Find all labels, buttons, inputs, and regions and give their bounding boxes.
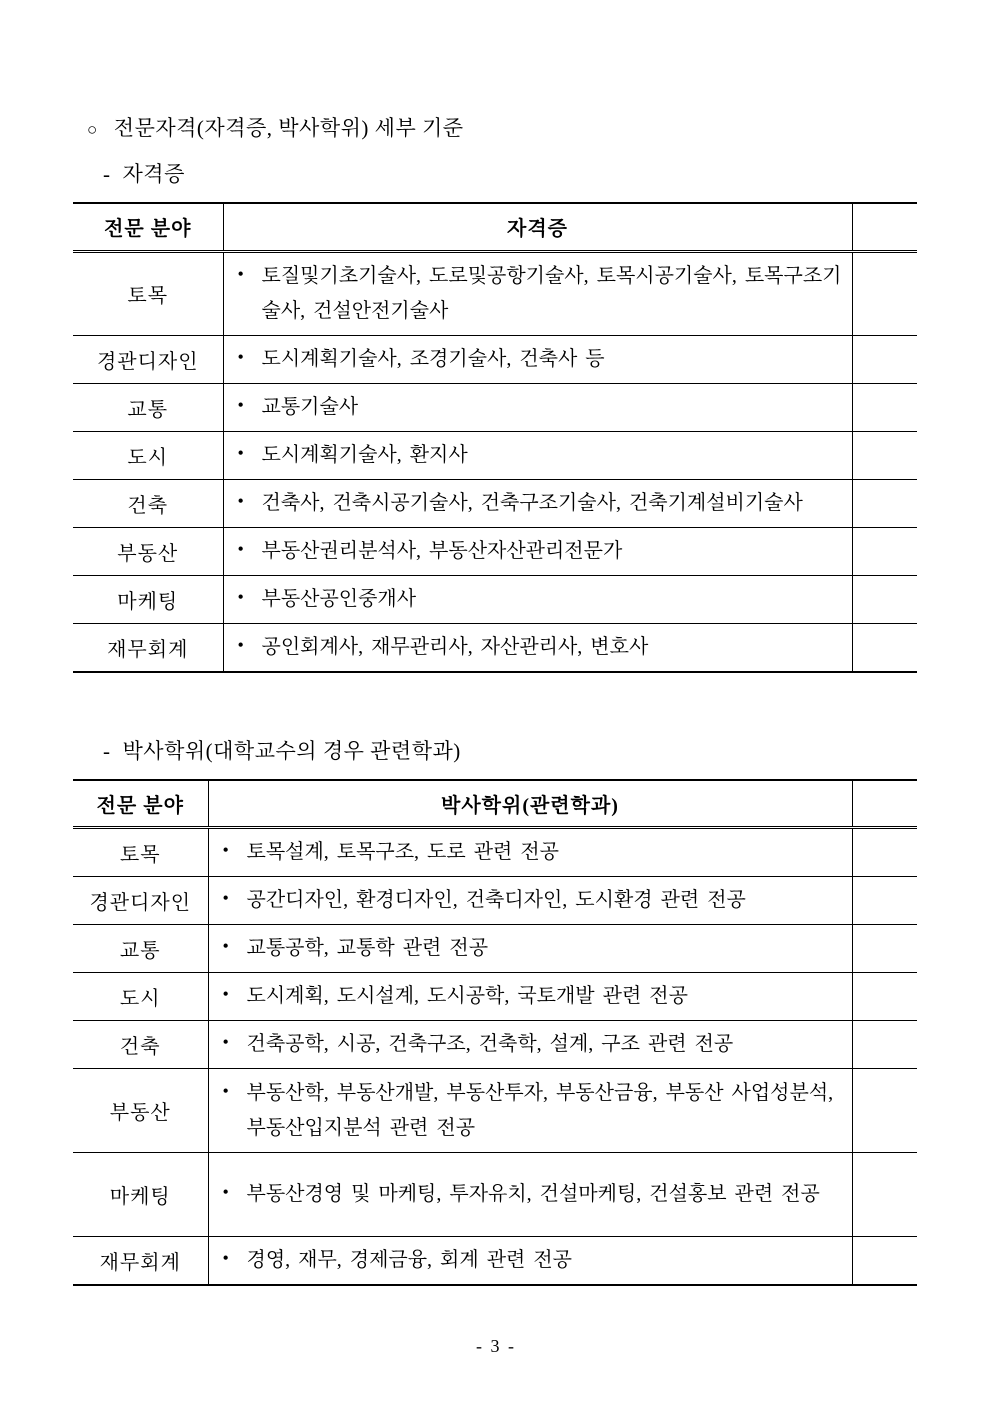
bullet-icon: • (237, 586, 244, 607)
empty-cell (852, 877, 917, 925)
field-label: 재무회계 (73, 623, 223, 672)
column-header-certificate: 자격증 (223, 203, 852, 251)
phd-table (73, 779, 917, 1287)
table-row (73, 431, 917, 479)
field-label: 건축 (73, 479, 223, 527)
table-row (73, 828, 917, 877)
certificate-list-cell (223, 623, 852, 672)
table-row (73, 335, 917, 383)
field-label: 경관디자인 (73, 335, 223, 383)
bullet-icon: • (237, 263, 244, 284)
certificate-list-cell (223, 251, 852, 335)
major-list-cell (208, 973, 852, 1021)
certificate-list: 공인회계사, 재무관리사, 자산관리사, 변호사 (261, 635, 649, 658)
table-row (73, 575, 917, 623)
empty-cell (852, 925, 917, 973)
empty-cell (852, 1021, 917, 1069)
bullet-icon: • (237, 346, 244, 367)
major-list: 도시계획, 도시설계, 도시공학, 국토개발 관련 전공 (246, 985, 688, 1007)
major-list: 공간디자인, 환경디자인, 건축디자인, 도시환경 관련 전공 (246, 889, 746, 911)
certificate-list-cell (223, 335, 852, 383)
bullet-icon: • (222, 984, 229, 1004)
certificate-list: 토질및기초기술사, 도로및공항기술사, 토목시공기술사, 토목구조기술사, 건설안전기술사 (261, 264, 842, 322)
subsection-title: 박사학위(대학교수의 경우 관련학과) (122, 738, 461, 763)
major-list: 부동산학, 부동산개발, 부동산투자, 부동산금융, 부동산 사업성분석, 부동산입지분석 관련 전공 (246, 1081, 834, 1139)
certificate-list: 도시계획기술사, 조경기술사, 건축사 등 (261, 347, 605, 370)
field-label: 부동산 (73, 1069, 208, 1153)
bullet-icon: • (237, 394, 244, 415)
certificate-list: 도시계획기술사, 환지사 (261, 443, 468, 466)
field-label: 건축 (73, 1021, 208, 1069)
empty-cell (852, 527, 917, 575)
table-row (73, 383, 917, 431)
column-header-field: 전문 분야 (73, 203, 223, 251)
page-number: - 3 - (476, 1336, 516, 1356)
table-row (73, 877, 917, 925)
field-label: 부동산 (73, 527, 223, 575)
certificate-list: 교통기술사 (261, 395, 359, 418)
bullet-icon: • (222, 1032, 229, 1052)
table-row (73, 251, 917, 335)
major-list: 경영, 재무, 경제금융, 회계 관련 전공 (246, 1249, 572, 1271)
certificates-table (73, 202, 917, 673)
empty-cell (852, 623, 917, 672)
table-row (73, 1021, 917, 1069)
empty-cell (852, 828, 917, 877)
empty-cell (852, 973, 917, 1021)
column-header-empty (852, 203, 917, 251)
field-label: 토목 (73, 251, 223, 335)
bullet-icon: • (237, 538, 244, 559)
certificate-list: 건축사, 건축시공기술사, 건축구조기술사, 건축기계설비기술사 (261, 491, 803, 514)
table-row (73, 973, 917, 1021)
field-label: 재무회계 (73, 1237, 208, 1286)
table-header-row (73, 203, 917, 251)
field-label: 경관디자인 (73, 877, 208, 925)
empty-cell (852, 1237, 917, 1286)
bullet-icon: • (222, 840, 229, 860)
major-list-cell (208, 1153, 852, 1237)
section-title: 전문자격(자격증, 박사학위) 세부 기준 (113, 116, 464, 140)
table-row (73, 623, 917, 672)
major-list-cell (208, 828, 852, 877)
table-row (73, 1237, 917, 1286)
certificate-list-cell (223, 479, 852, 527)
certificate-list: 부동산권리분석사, 부동산자산관리전문가 (261, 539, 623, 562)
table-row (73, 925, 917, 973)
major-list: 교통공학, 교통학 관련 전공 (246, 937, 489, 959)
column-header-empty (852, 780, 917, 828)
empty-cell (852, 1069, 917, 1153)
major-list-cell (208, 1069, 852, 1153)
empty-cell (852, 383, 917, 431)
section-heading (87, 112, 917, 142)
field-label: 토목 (73, 828, 208, 877)
field-label: 교통 (73, 383, 223, 431)
column-header-field: 전문 분야 (73, 780, 208, 828)
major-list-cell (208, 1237, 852, 1286)
field-label: 마케팅 (73, 1153, 208, 1237)
table-row (73, 479, 917, 527)
major-list: 토목설계, 토목구조, 도로 관련 전공 (246, 841, 559, 863)
table-row (73, 527, 917, 575)
table-header-row (73, 780, 917, 828)
field-label: 마케팅 (73, 575, 223, 623)
bullet-icon: • (222, 1182, 229, 1202)
bullet-icon: • (237, 442, 244, 463)
dash-icon: - (103, 162, 111, 186)
empty-cell (852, 575, 917, 623)
dash-icon: - (103, 738, 111, 763)
bullet-icon: • (237, 634, 244, 655)
field-label: 교통 (73, 925, 208, 973)
major-list-cell (208, 877, 852, 925)
column-header-phd: 박사학위(관련학과) (208, 780, 852, 828)
bullet-icon: • (222, 888, 229, 908)
bullet-icon: • (222, 1248, 229, 1268)
subsection-heading-phd (103, 735, 917, 765)
section-bullet-icon: ○ (87, 120, 98, 139)
empty-cell (852, 431, 917, 479)
certificate-list-cell (223, 575, 852, 623)
major-list: 건축공학, 시공, 건축구조, 건축학, 설계, 구조 관련 전공 (246, 1033, 734, 1055)
subsection-heading-certificates (103, 158, 917, 188)
certificate-list: 부동산공인중개사 (261, 587, 417, 610)
table-row (73, 1153, 917, 1237)
certificate-list-cell (223, 383, 852, 431)
empty-cell (852, 1153, 917, 1237)
major-list: 부동산경영 및 마케팅, 투자유치, 건설마케팅, 건설홍보 관련 전공 (246, 1183, 820, 1205)
bullet-icon: • (222, 936, 229, 956)
field-label: 도시 (73, 973, 208, 1021)
empty-cell (852, 479, 917, 527)
subsection-title: 자격증 (122, 162, 185, 186)
field-label: 도시 (73, 431, 223, 479)
empty-cell (852, 251, 917, 335)
major-list-cell (208, 925, 852, 973)
certificate-list-cell (223, 527, 852, 575)
certificate-list-cell (223, 431, 852, 479)
empty-cell (852, 335, 917, 383)
bullet-icon: • (222, 1080, 229, 1101)
bullet-icon: • (237, 490, 244, 511)
table-row (73, 1069, 917, 1153)
major-list-cell (208, 1021, 852, 1069)
